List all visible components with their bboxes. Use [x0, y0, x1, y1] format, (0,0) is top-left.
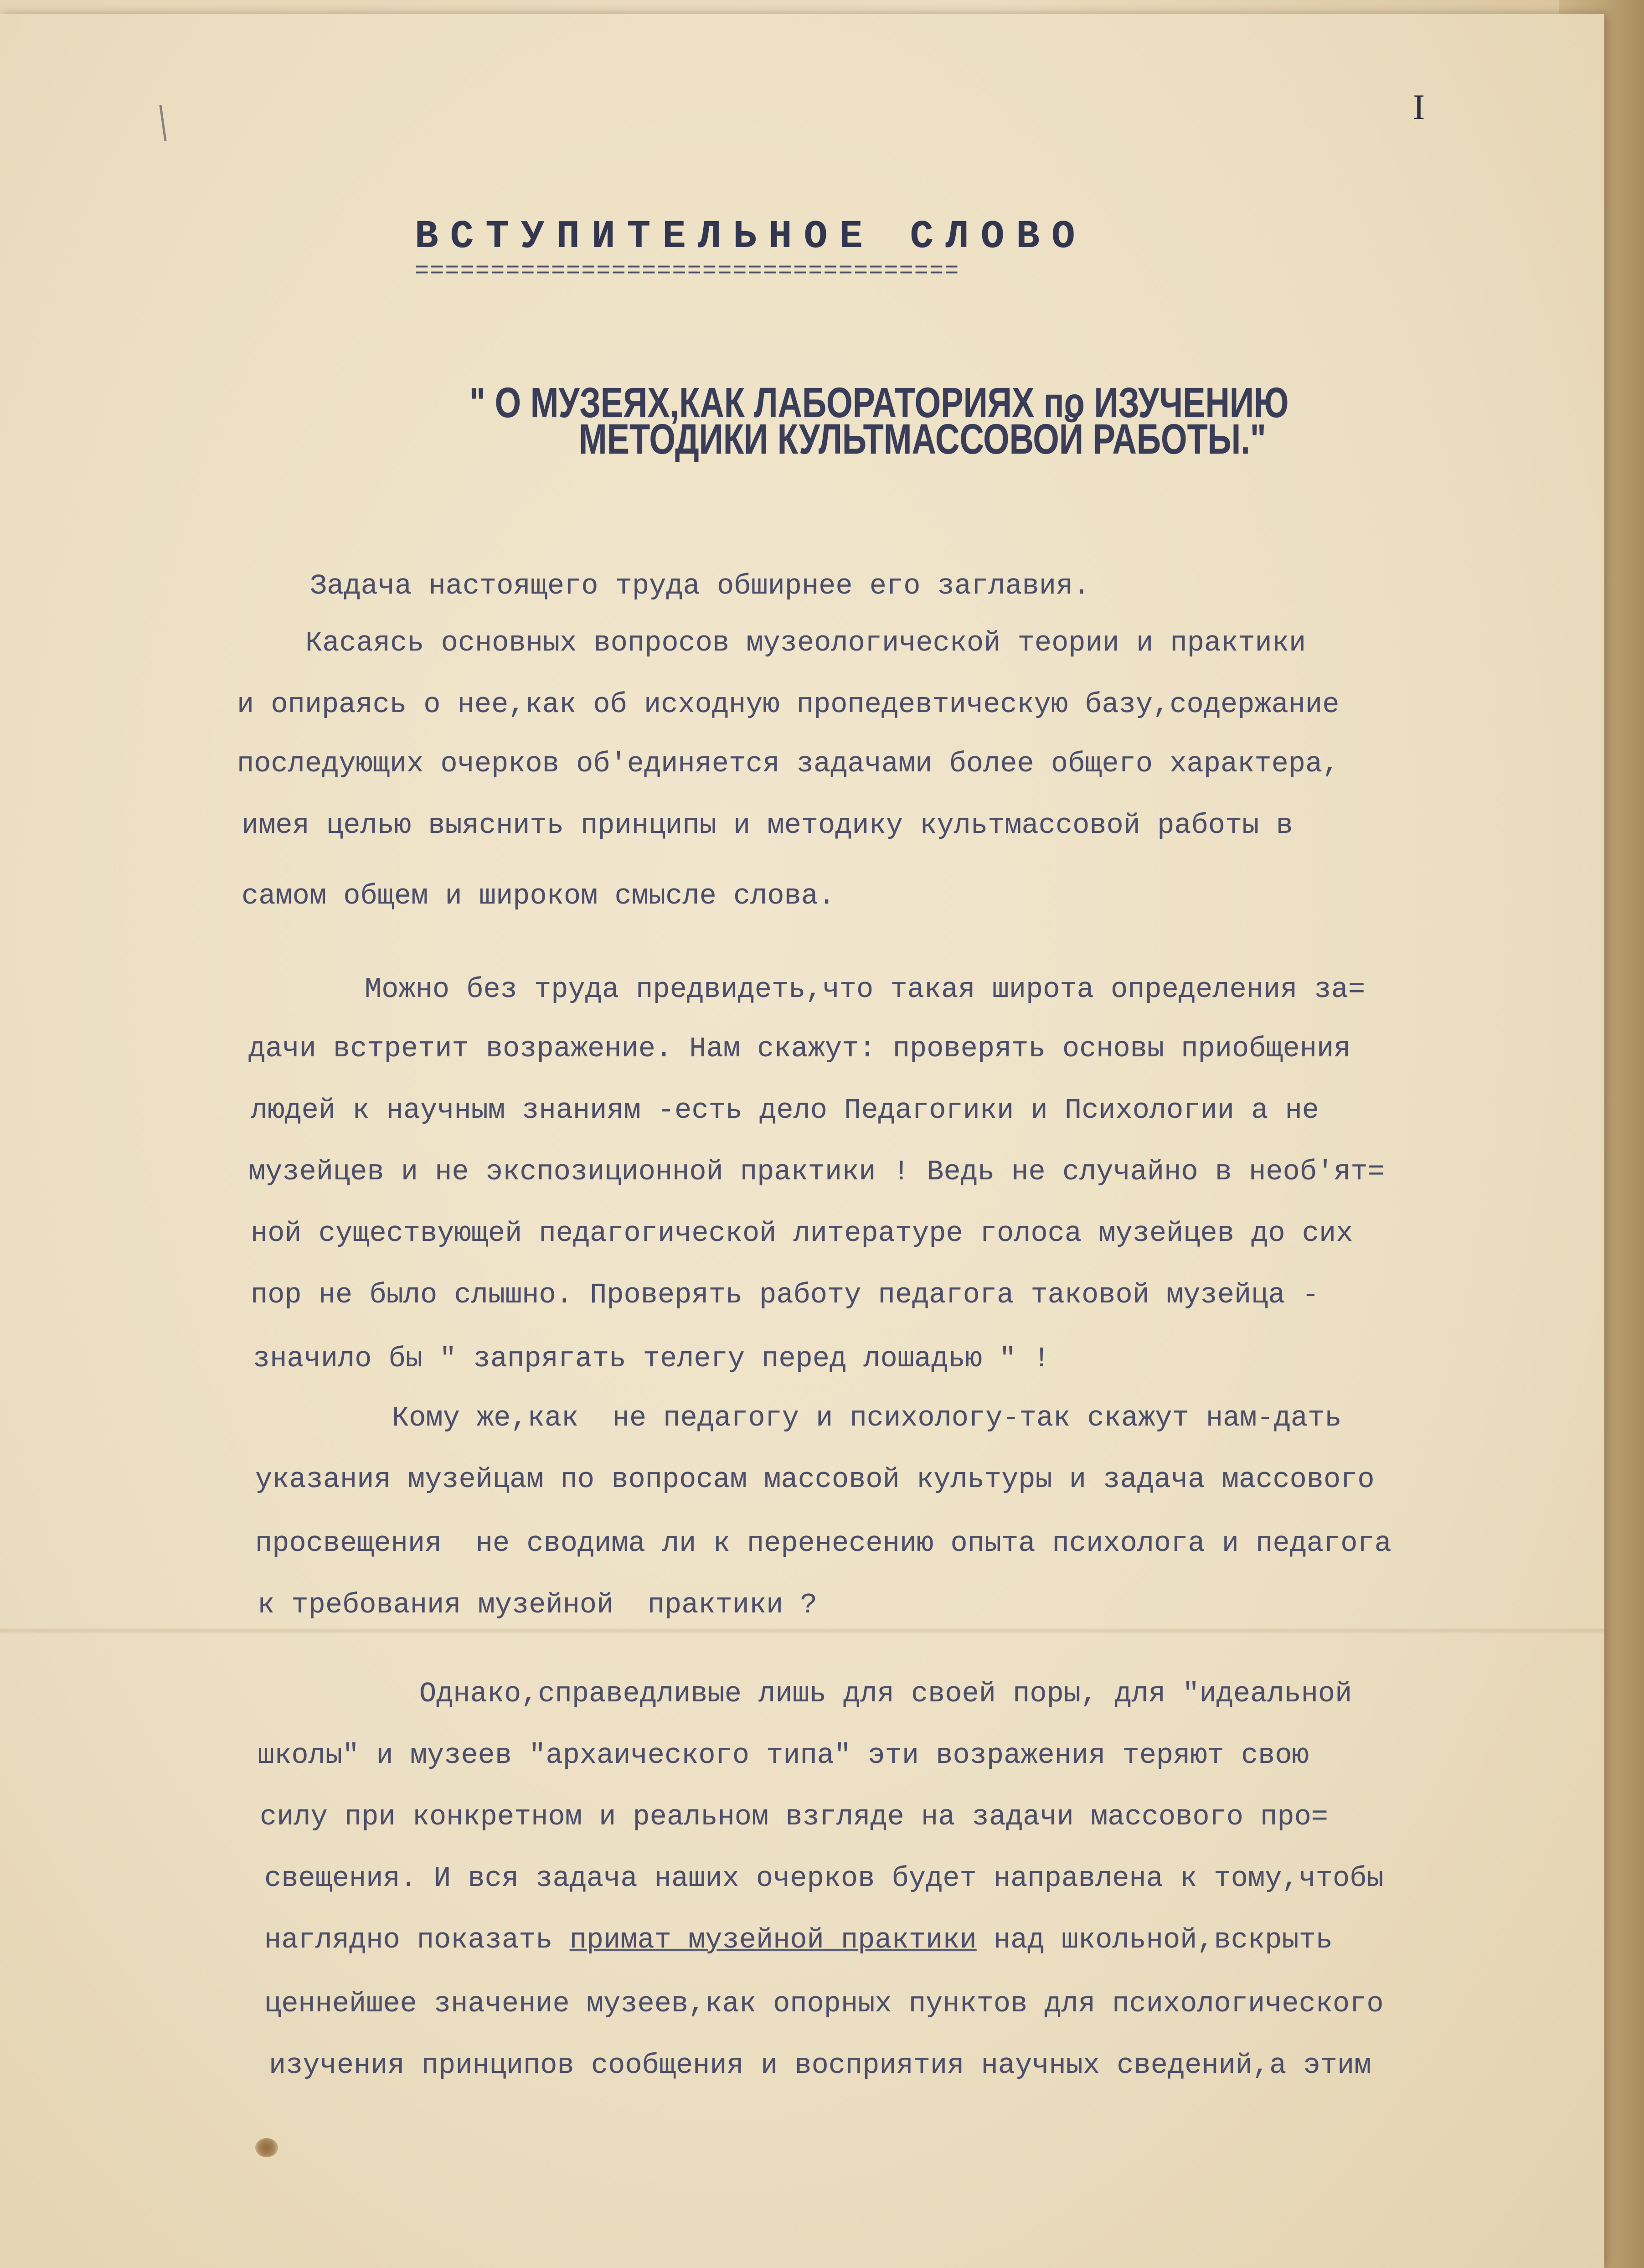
p2-line-1: Можно без труда предвидеть,что такая широта определения за=	[365, 973, 1366, 1006]
heading-underline: ====================================	[415, 258, 960, 284]
p4-line-4: свещения. И вся задача наших очерков будет направлена к тому,чтобы	[264, 1862, 1384, 1895]
p3-line-3: просвещения не сводима ли к перенесению опыта психолога и педагога	[255, 1527, 1391, 1560]
p2-line-6: пор не было слышно. Проверять работу педагога таковой музейца -	[251, 1279, 1319, 1311]
p2-line-4: музейцев и не экспозиционной практики ! Ведь не случайно в необ'ят=	[248, 1156, 1385, 1188]
p1-line-1: Задача настоящего труда обширнее его заглавия.	[310, 570, 1090, 602]
p4-line-5-after: над школьной,вскрыть	[976, 1924, 1333, 1956]
p4-line-3: силу при конкретном и реальном взгляде на задачи массового про=	[260, 1801, 1328, 1833]
p4-line-6: ценнейшее значение музеев,как опорных пунктов для психологического	[264, 1988, 1384, 2020]
p2-line-3: людей к научным знаниям -есть дело Педагогики и Психологии а не	[251, 1094, 1319, 1126]
p1-line-4: последующих очерков об'единяется задачами более общего характера,	[237, 748, 1340, 780]
p2-line-5: ной существующей педагогической литературе голоса музейцев до сих	[251, 1217, 1353, 1250]
p3-line-1: Кому же,как не педагогу и психологу-так скажут нам-дать	[392, 1402, 1342, 1434]
p4-line-5	[264, 1924, 1333, 1956]
title-line-2: МЕТОДИКИ КУЛЬТМАССОВОЙ РАБОТЫ."	[579, 415, 1266, 463]
pencil-mark	[159, 105, 166, 141]
p4-line-5-before: наглядно показать	[264, 1924, 570, 1956]
p1-line-6: самом общем и широком смысле слова.	[242, 880, 835, 912]
p3-line-2: указания музейцам по вопросам массовой культуры и задача массового	[255, 1463, 1375, 1496]
paper-fold	[0, 1627, 1604, 1634]
ink-stain	[255, 2138, 278, 2157]
p4-line-2: школы" и музеев "архаического типа" эти возражения теряют свою	[258, 1739, 1309, 1772]
page-number: I	[1413, 87, 1425, 127]
p1-line-2: Касаясь основных вопросов музеологической теории и практики	[305, 627, 1306, 659]
p4-line-1: Однако,справедливые лишь для своей поры, для "идеальной	[419, 1678, 1352, 1710]
p1-line-5: имея целью выяснить принципы и методику культмассовой работы в	[242, 809, 1293, 842]
p2-line-2: дачи встретит возражение. Нам скажут: проверять основы приобщения	[248, 1033, 1351, 1065]
p4-line-7: изучения принципов сообщения и восприятия научных сведений,а этим	[269, 2049, 1371, 2082]
typewritten-page	[0, 14, 1604, 2268]
title-line-1: " О МУЗЕЯХ,КАК ЛАБОРАТОРИЯХ по ИЗУЧЕНИЮ	[469, 379, 1289, 426]
underlined-phrase: примат музейной практики	[569, 1924, 977, 1956]
p3-line-4: к требования музейной практики ?	[258, 1589, 817, 1621]
p1-line-3: и опираясь о нее,как об исходную пропедевтическую базу,содержание	[237, 688, 1340, 721]
heading: ВСТУПИТЕЛЬНОЕ СЛОВО	[415, 214, 1087, 259]
p2-line-7: значило бы " запрягать телегу перед лошадью " !	[253, 1343, 1050, 1375]
